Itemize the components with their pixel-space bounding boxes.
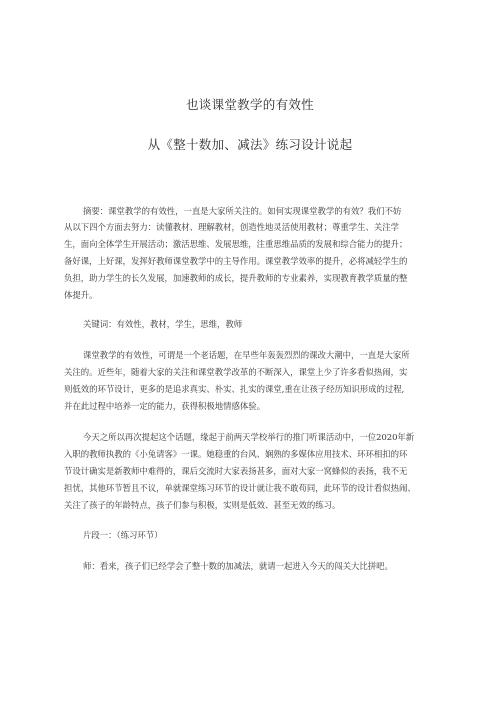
keywords: 关键词：有效性，教材，学生，思维，教师 — [83, 319, 243, 329]
paragraph-line: 今天之所以再次提起这个话题，缘起于前两天学校举行的推门听课活动中，一位2020年新 — [83, 432, 415, 442]
abstract-line: 备好课，上好课，发挥好教师课堂教学中的主导作用。课堂教学效率的提升，必将减轻学生的 — [64, 256, 408, 266]
segment-heading: 片段一：（练习环节） — [83, 530, 163, 540]
paragraph-line: 关注的。近些年，随着大家的关注和课堂教学改革的不断深入，课堂上少了许多看似热闹，实 — [64, 367, 408, 377]
abstract-line: 生，面向全体学生开展活动；激活思维、发展思维，注重思维品质的发展和综合能力的提升； — [64, 239, 408, 249]
paragraph-line: 担忧，其他环节暂且不议，单就课堂练习环节的设计就让我不敢苟同，此环节的设计看似热闹、 — [64, 483, 416, 493]
paragraph-line: 节设计确实是新教师中难得的，课后交流时大家表扬甚多，面对大家一窝蜂似的表扬，我不无 — [64, 466, 408, 476]
abstract-line: 从以下四个方面去努力：读懂教材、理解教材，创造性地灵活使用教材；尊重学生、关注学 — [64, 222, 399, 232]
document-subtitle: 从《整十数加、减法》练习设计说起 — [147, 137, 353, 152]
paragraph-line: 课堂教学的有效性，可谓是一个老话题，在早些年轰轰烈烈的课改大潮中，一直是大家所 — [83, 350, 410, 360]
abstract-line: 负担，助力学生的长久发展，加速教师的成长，提升教师的专业素养，实现教育教学质量的整 — [64, 273, 408, 283]
paragraph-line: 则低效的环节设计，更多的是追求真实、朴实、扎实的课堂,重在让孩子经历知识形成的过程, — [64, 384, 405, 394]
teacher-line: 师：看来，孩子们已经学会了整十数的加减法，就请一起进入今天的闯关大比拼吧。 — [83, 561, 393, 571]
paragraph-line: 关注了孩子的年龄特点，孩子们参与积极，实则是低效、甚至无效的练习。 — [64, 500, 341, 510]
abstract-line: 摘要：课堂教学的有效性，一直是大家所关注的。如何实现课堂教学的有效？我们不妨 — [83, 206, 402, 216]
document-title: 也谈课堂教学的有效性 — [185, 97, 314, 112]
paragraph-line: 入职的教师执教的《小兔请客》一课。她稳重的台风、娴熟的多媒体应用技术、环环相扣的环 — [64, 449, 408, 459]
paragraph-line: 并在此过程中培养一定的能力，获得积极地情感体验。 — [64, 401, 265, 411]
abstract-line: 体提升。 — [64, 290, 98, 300]
